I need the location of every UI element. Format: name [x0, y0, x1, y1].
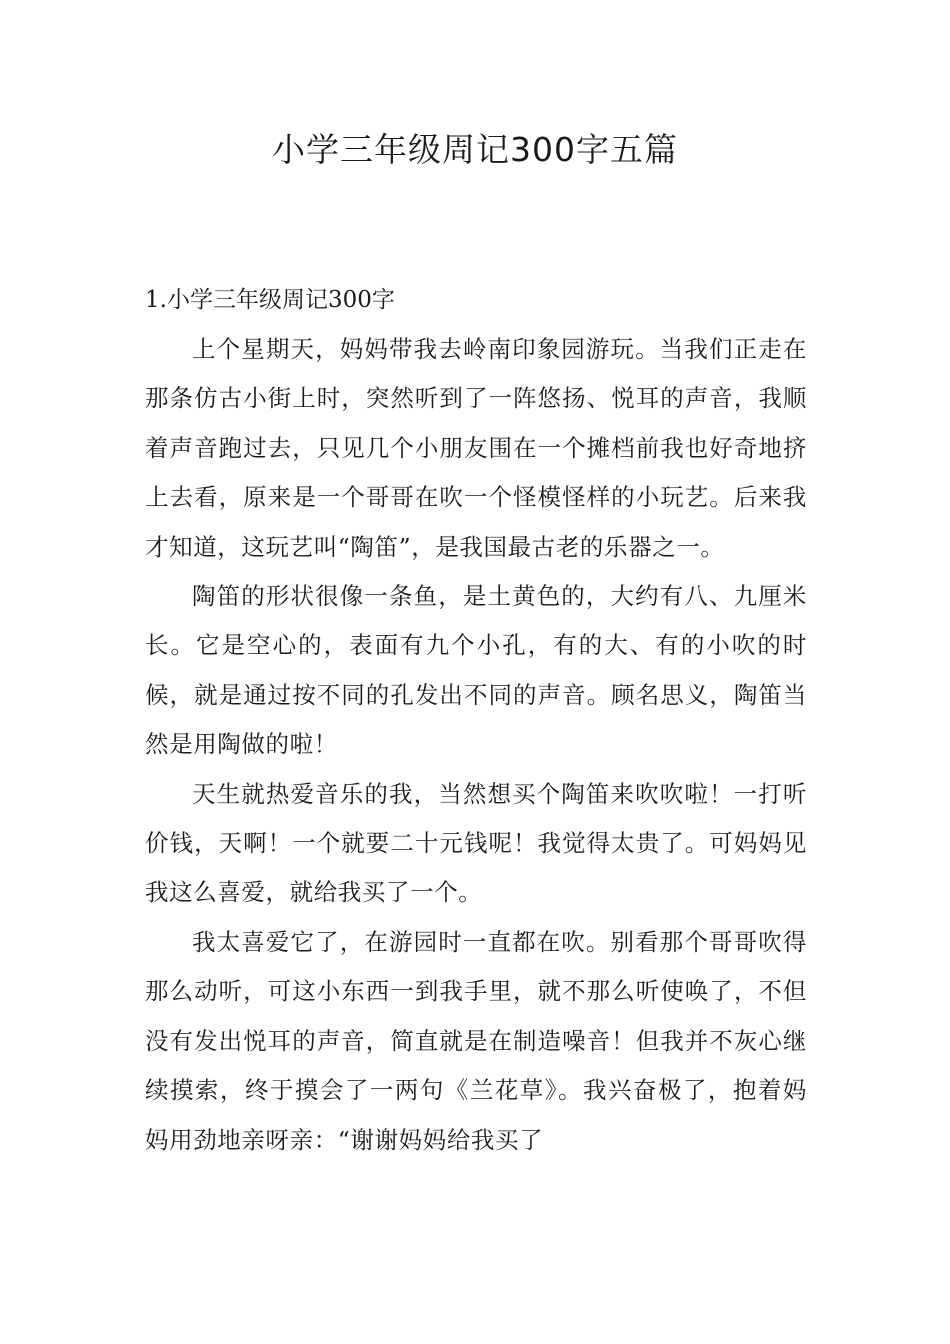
- paragraph-2: 陶笛的形状很像一条鱼，是土黄色的，大约有八、九厘米长。它是空心的，表面有九个小孔，有的大、有的小吹的时候，就是通过按不同的孔发出不同的声音。顾名思义，陶笛当然是用陶做的啦！: [145, 582, 807, 759]
- document-body: [145, 276, 807, 1165]
- paragraph-1: 上个星期天，妈妈带我去岭南印象园游玩。当我们正走在那条仿古小街上时，突然听到了一阵悠扬、悦耳的声音，我顺着声音跑过去，只见几个小朋友围在一个摊档前我也好奇地挤上去看，原来是一个哥哥在吹一个怪模怪样的小玩艺。后来我才知道，这玩艺叫“陶笛”，是我国最古老的乐器之一。: [145, 335, 807, 561]
- section-heading: 1.小学三年级周记300字: [145, 287, 395, 313]
- paragraph-4: 我太喜爱它了，在游园时一直都在吹。别看那个哥哥吹得那么动听，可这小东西一到我手里，就不那么听使唤了，不但没有发出悦耳的声音，简直就是在制造噪音！但我并不灰心继续摸索，终于摸会了一两句《兰花草》。我兴奋极了，抱着妈妈用劲地亲呀亲：“谢谢妈妈给我买了: [145, 927, 807, 1154]
- paragraph-3: 天生就热爱音乐的我，当然想买个陶笛来吹吹啦！一打听价钱，天啊！一个就要二十元钱呢！我觉得太贵了。可妈妈见我这么喜爱，就给我买了一个。: [145, 779, 807, 907]
- document-title: 小学三年级周记300字五篇: [272, 130, 678, 169]
